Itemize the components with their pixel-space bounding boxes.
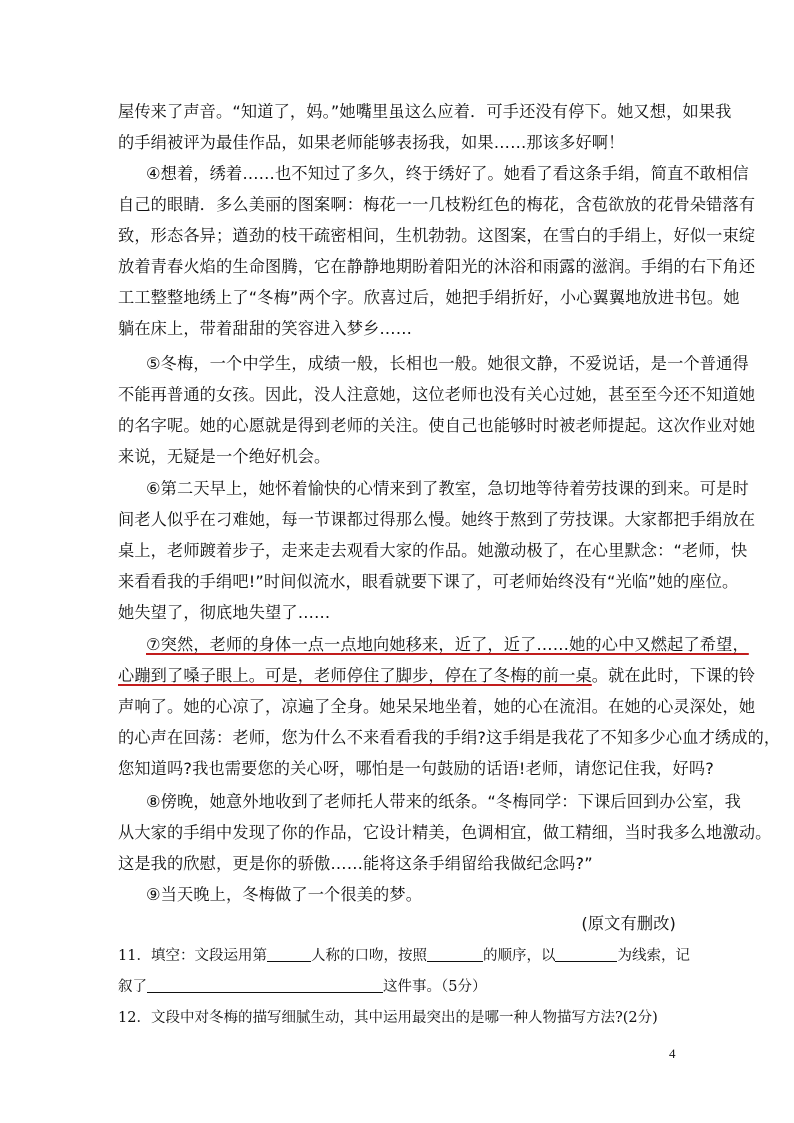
paragraph-6-start: ⑥第二天早上，她怀着愉快的心情来到了教室，急切地等待着劳技课的到来。可是时 [146,479,749,498]
answer-blank[interactable] [147,978,383,993]
question-11-cont [118,977,486,997]
text-line: 声响了。她的心凉了，凉遍了全身。她呆呆地坐着，她的心在流泪。在她的心灵深处，她 [118,697,756,716]
text-line: 自己的眼睛．多么美丽的图案啊：梅花一一几枝粉红色的梅花，含苞欲放的花骨朵错落有 [118,195,756,214]
text-line: 的手绢被评为最佳作品，如果老师能够表扬我，如果……那该多好啊！ [118,133,625,152]
question-text: 的顺序，以 [482,948,556,964]
answer-blank[interactable] [555,947,617,962]
question-text: 人称的口吻，按照 [310,948,427,964]
text-line: 从大家的手绢中发现了你的作品，它设计精美，色调相宜，做工精细，当时我多么地激动。 [118,823,772,842]
question-text: 11．填空：文段运用第 [118,948,267,964]
text-line: 不能再普通的女孩。因此，没人注意她，这位老师也没有关心过她，甚至至今还不知道她 [118,385,756,404]
source-note: (原文有删改) [581,914,676,933]
paragraph-5-start: ⑤冬梅，一个中学生，成绩一般，长相也一般。她很文静，不爱说话，是一个普通得 [146,354,749,373]
text-line: 这是我的欣慰，更是你的骄傲……能将这条手绢留给我做纪念吗?” [118,854,593,873]
answer-blank[interactable] [267,947,311,962]
text-line: 间老人似乎在刁难她，每一节课都过得那么慢。她终于熬到了劳技课。大家都把手绢放在 [118,510,756,529]
text-line: 的名字呢。她的心愿就是得到老师的关注。使自己也能够时时被老师提起。这次作业对她 [118,416,756,435]
paragraph-7-start [146,635,749,655]
text-line [118,666,756,686]
answer-blank[interactable] [427,947,483,962]
underlined-text: ⑦突然，老师的身体一点一点地向她移来，近了，近了……她的心中又燃起了希望， [146,635,749,654]
text-span: 。就在此时，下课的铃 [591,666,756,685]
text-line: 的心声在回荡：老师，您为什么不来看看我的手绢?这手绢是我花了不知多少心血才绣成的， [118,728,781,747]
text-line: 躺在床上，带着甜甜的笑容进入梦乡…… [118,319,413,338]
paragraph-9-start: ⑨当天晚上，冬梅做了一个很美的梦。 [146,885,423,904]
question-11 [118,946,690,966]
text-line: 来看看我的手绢吧!”时间似流水，眼看就要下课了，可老师始终没有“光临”她的座位。 [118,572,739,591]
text-line: 您知道吗?我也需要您的关心呀，哪怕是一句鼓励的话语!老师，请您记住我，好吗? [118,759,714,778]
paragraph-4-start: ④想着，绣着……也不知过了多久，终于绣好了。她看了看这条手绢，简直不敢相信 [146,164,749,183]
question-text: 这件事。（5分） [383,979,487,995]
text-line: 桌上，老师踱着步子，走来走去观看大家的作品。她激动极了，在心里默念：“老师，快 [118,541,748,560]
text-line: 来说，无疑是一个绝好机会。 [118,447,331,466]
question-text: 叙了 [118,979,147,995]
text-line: 致，形态各异；遒劲的枝干疏密相间，生机勃勃。这图案，在雪白的手绢上，好似一束绽 [118,226,756,245]
page-number: 4 [669,1046,676,1061]
underlined-text: 心蹦到了嗓子眼上。可是，老师停住了脚步，停在了冬梅的前一桌 [118,666,592,685]
question-text: 为线索，记 [617,948,690,964]
question-12: 12．文段中对冬梅的描写细腻生动，其中运用最突出的是哪一种人物描写方法?(2分) [118,1010,658,1026]
text-line: 屋传来了声音。“知道了，妈。”她嘴里虽这么应着．可手还没有停下。她又想，如果我 [118,102,732,121]
paragraph-8-start: ⑧傍晚，她意外地收到了老师托人带来的纸条。“冬梅同学：下课后回到办公室，我 [146,792,742,811]
text-line: 放着青春火焰的生命图腾，它在静静地期盼着阳光的沐浴和雨露的滋润。手绢的右下角还 [118,257,756,276]
text-line: 她失望了，彻底地失望了…… [118,603,331,622]
text-line: 工工整整地绣上了“冬梅”两个字。欣喜过后，她把手绢折好，小心翼翼地放进书包。她 [118,288,740,307]
